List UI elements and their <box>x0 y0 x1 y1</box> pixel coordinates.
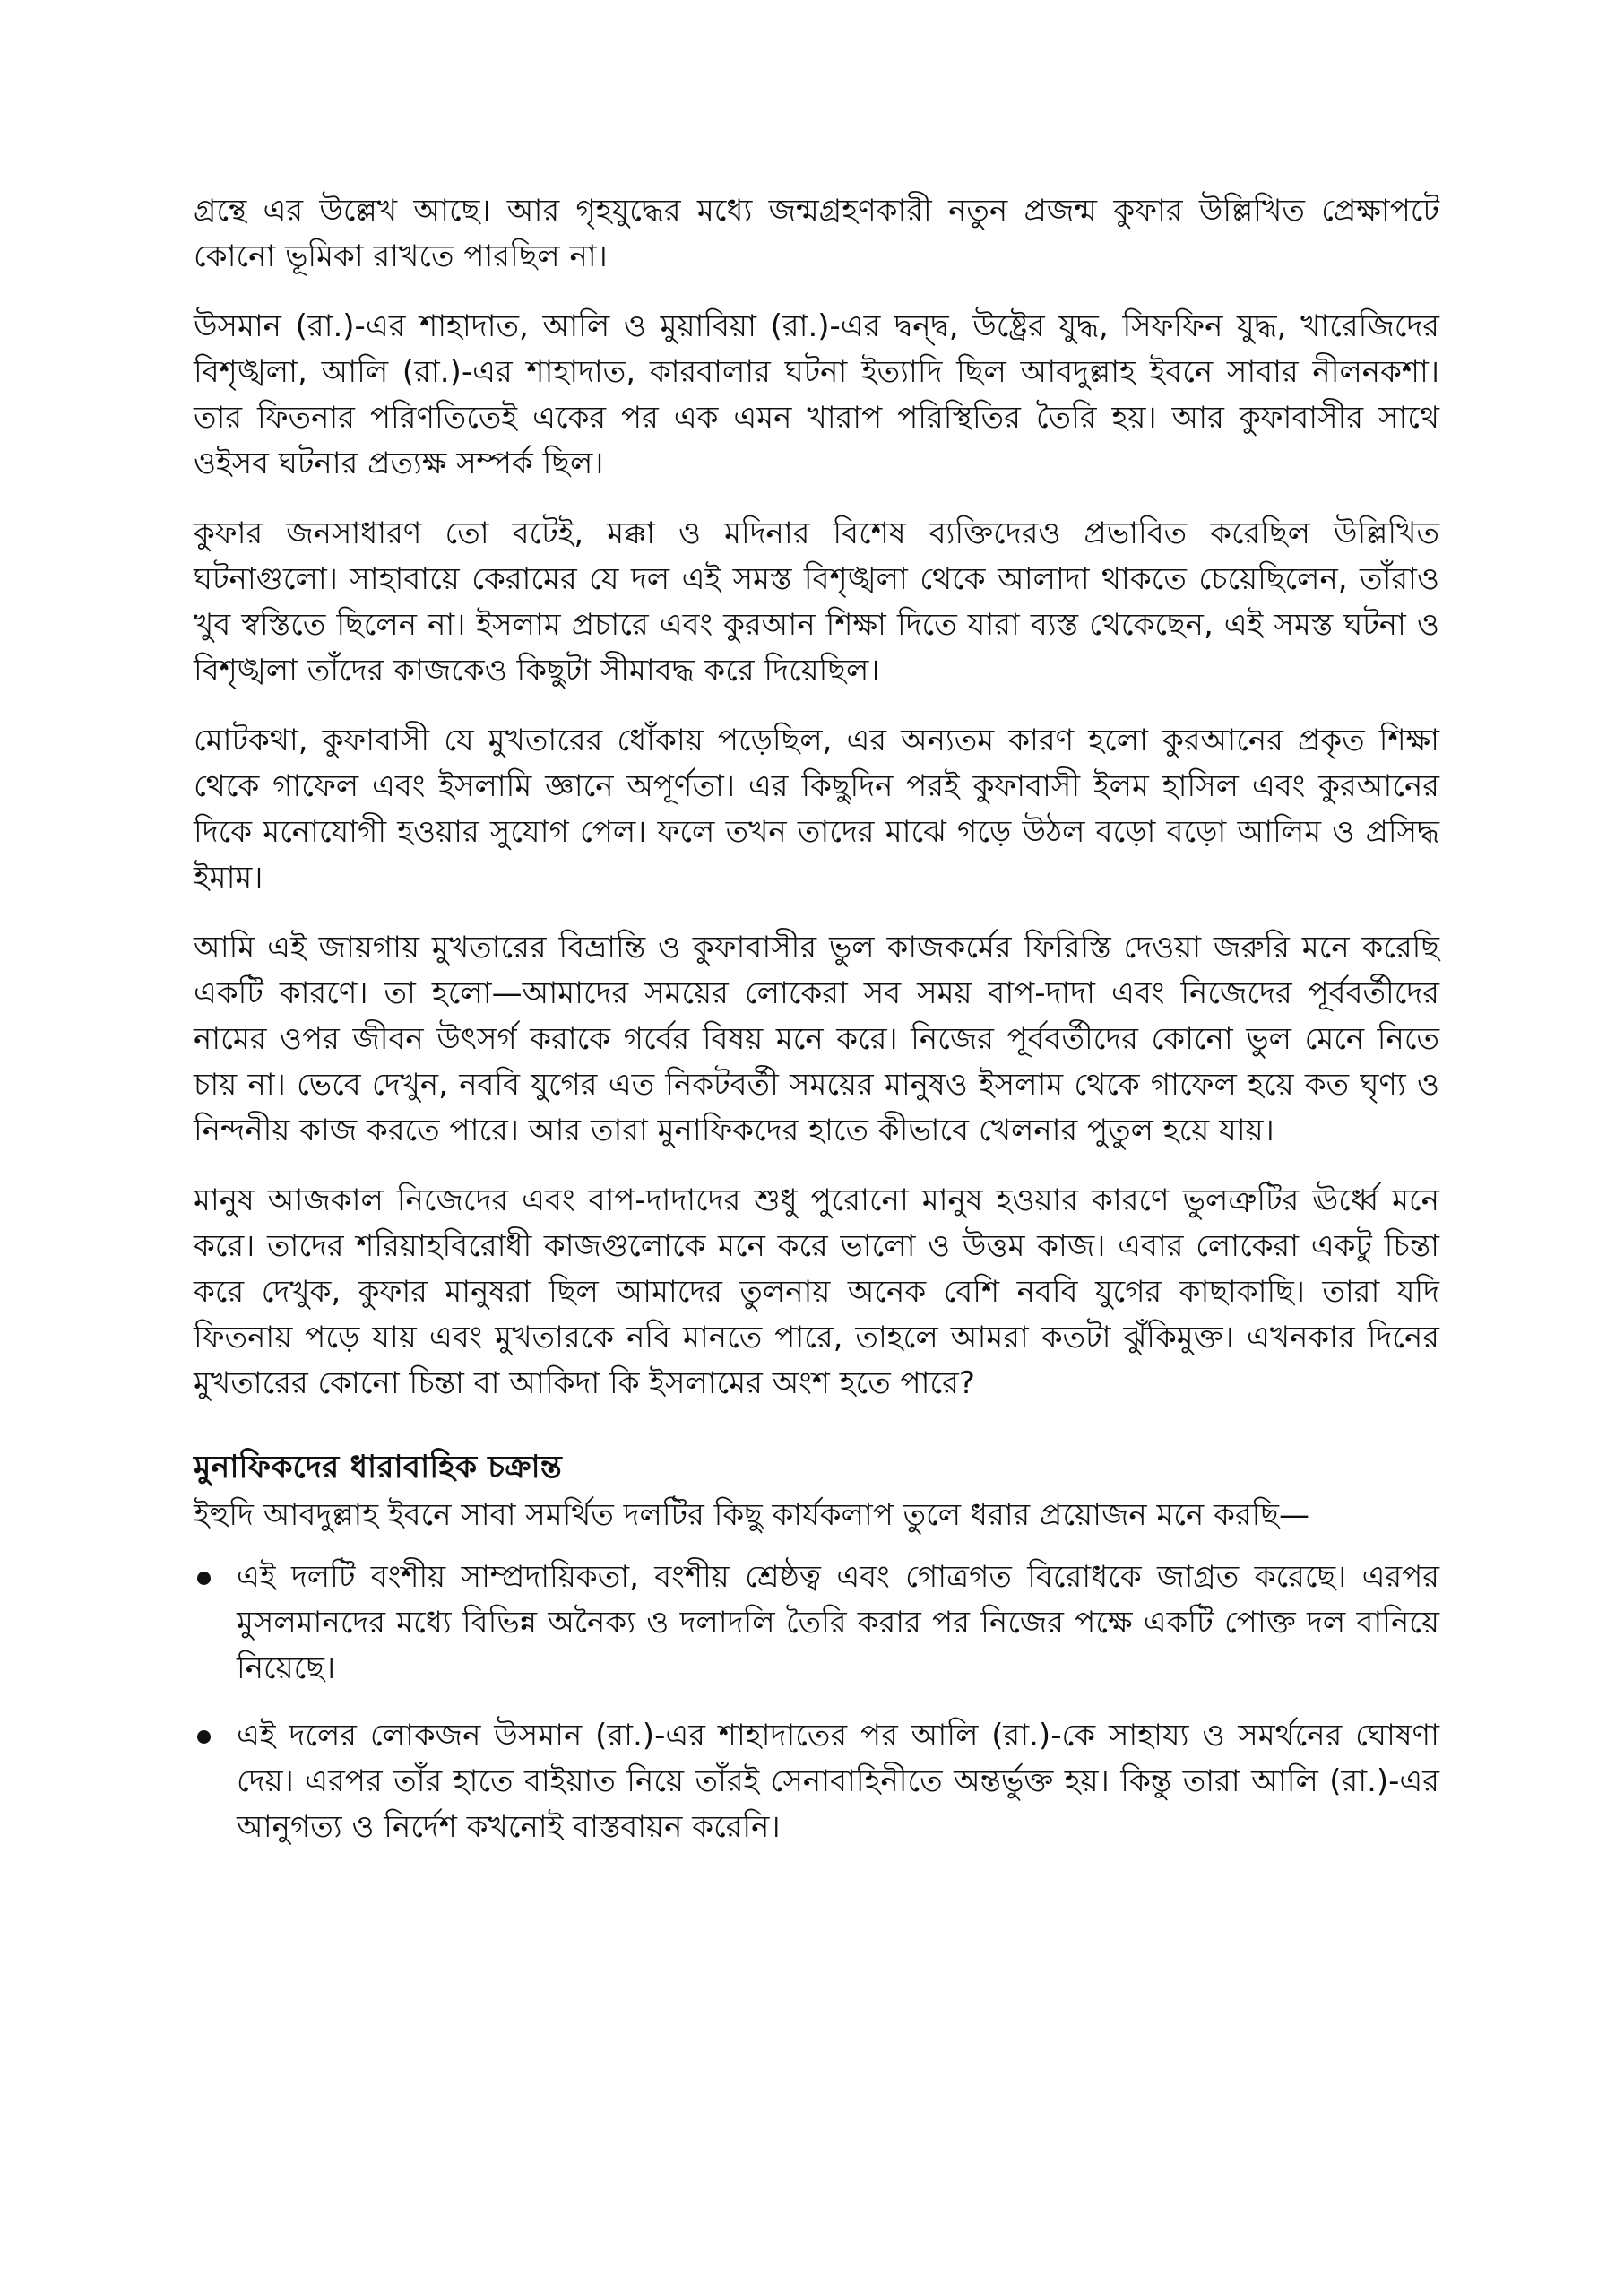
paragraph: গ্রন্থে এর উল্লেখ আছে। আর গৃহযুদ্ধের মধ্যে জন্মগ্রহণকারী নতুন প্রজন্ম কুফার উল্লিখিত প্রেক্ষাপটে কোনো ভূমিকা রাখতে পারছিল না। <box>194 193 1439 274</box>
list-item <box>194 1713 1439 1850</box>
list-item-text: এই দলটি বংশীয় সাম্প্রদায়িকতা, বংশীয় শ্রেষ্ঠত্ব এবং গোত্রগত বিরোধকে জাগ্রত করেছে। এরপর মুসলমানদের মধ্যে বিভিন্ন অনৈক্য ও দলাদলি তৈরি করার পর নিজের পক্ষে একটি পোক্ত দল বানিয়ে নিয়েছে। <box>237 1559 1439 1686</box>
bullet-list <box>194 1555 1439 1850</box>
bullet-icon <box>197 1730 211 1744</box>
section-heading: মুনাফিকদের ধারাবাহিক চক্রান্ত <box>194 1450 562 1485</box>
paragraph: আমি এই জায়গায় মুখতারের বিভ্রান্তি ও কুফাবাসীর ভুল কাজকর্মের ফিরিস্তি দেওয়া জরুরি মনে করেছি একটি কারণে। তা হলো—আমাদের সময়ের লোকেরা সব সময় বাপ-দাদা এবং নিজেদের পূর্ববর্তীদের নামের ওপর জীবন উৎসর্গ করাকে গর্বের বিষয় মনে করে। নিজের পূর্ববর্তীদের কোনো ভুল মেনে নিতে চায় না। ভেবে দেখুন, নববি যুগের এত নিকটবর্তী সময়ের মানুষও ইসলাম থেকে গাফেল হয়ে কত ঘৃণ্য ও নিন্দনীয় কাজ করতে পারে। আর তারা মুনাফিকদের হাতে কীভাবে খেলনার পুতুল হয়ে যায়। <box>194 930 1439 1148</box>
paragraph: মানুষ আজকাল নিজেদের এবং বাপ-দাদাদের শুধু পুরোনো মানুষ হওয়ার কারণে ভুলত্রুটির ঊর্ধ্বে মনে করে। তাদের শরিয়াহবিরোধী কাজগুলোকে মনে করে ভালো ও উত্তম কাজ। এবার লোকেরা একটু চিন্তা করে দেখুক, কুফার মানুষরা ছিল আমাদের তুলনায় অনেক বেশি নববি যুগের কাছাকাছি। তারা যদি ফিতনায় পড়ে যায় এবং মুখতারকে নবি মানতে পারে, তাহলে আমরা কতটা ঝুঁকিমুক্ত। এখনকার দিনের মুখতারের কোনো চিন্তা বা আকিদা কি ইসলামের অংশ হতে পারে? <box>194 1182 1439 1401</box>
paragraph: কুফার জনসাধারণ তো বটেই, মক্কা ও মদিনার বিশেষ ব্যক্তিদেরও প্রভাবিত করেছিল উল্লিখিত ঘটনাগুলো। সাহাবায়ে কেরামের যে দল এই সমস্ত বিশৃঙ্খলা থেকে আলাদা থাকতে চেয়েছিলেন, তাঁরাও খুব স্বস্তিতে ছিলেন না। ইসলাম প্রচারে এবং কুরআন শিক্ষা দিতে যারা ব্যস্ত থেকেছেন, এই সমস্ত ঘটনা ও বিশৃঙ্খলা তাঁদের কাজকেও কিছুটা সীমাবদ্ধ করে দিয়েছিল। <box>194 515 1439 688</box>
document-page <box>194 188 1439 1872</box>
paragraph: মোটকথা, কুফাবাসী যে মুখতারের ধোঁকায় পড়েছিল, এর অন্যতম কারণ হলো কুরআনের প্রকৃত শিক্ষা থেকে গাফেল এবং ইসলামি জ্ঞানে অপূর্ণতা। এর কিছুদিন পরই কুফাবাসী ইলম হাসিল এবং কুরআনের দিকে মনোযোগী হওয়ার সুযোগ পেল। ফলে তখন তাদের মাঝে গড়ে উঠল বড়ো বড়ো আলিম ও প্রসিদ্ধ ইমাম। <box>194 723 1439 896</box>
paragraph: উসমান (রা.)-এর শাহাদাত, আলি ও মুয়াবিয়া (রা.)-এর দ্বন্দ্ব, উষ্ট্রের যুদ্ধ, সিফফিন যুদ্ধ, খারেজিদের বিশৃঙ্খলা, আলি (রা.)-এর শাহাদাত, কারবালার ঘটনা ইত্যাদি ছিল আবদুল্লাহ ইবনে সাবার নীলনকশা। তার ফিতনার পরিণতিতেই একের পর এক এমন খারাপ পরিস্থিতির তৈরি হয়। আর কুফাবাসীর সাথে ওইসব ঘটনার প্রত্যক্ষ সম্পর্ক ছিল। <box>194 308 1439 481</box>
bullet-icon <box>197 1572 211 1585</box>
list-item <box>194 1555 1439 1692</box>
section-intro: ইহুদি আবদুল্লাহ ইবনে সাবা সমর্থিত দলটির কিছু কার্যকলাপ তুলে ধরার প্রয়োজন মনে করছি— <box>194 1497 1309 1533</box>
list-item-text: এই দলের লোকজন উসমান (রা.)-এর শাহাদাতের পর আলি (রা.)-কে সাহায্য ও সমর্থনের ঘোষণা দেয়। এরপর তাঁর হাতে বাইয়াত নিয়ে তাঁরই সেনাবাহিনীতে অন্তর্ভুক্ত হয়। কিন্তু তারা আলি (রা.)-এর আনুগত্য ও নির্দেশ কখনোই বাস্তবায়ন করেনি। <box>237 1718 1439 1845</box>
